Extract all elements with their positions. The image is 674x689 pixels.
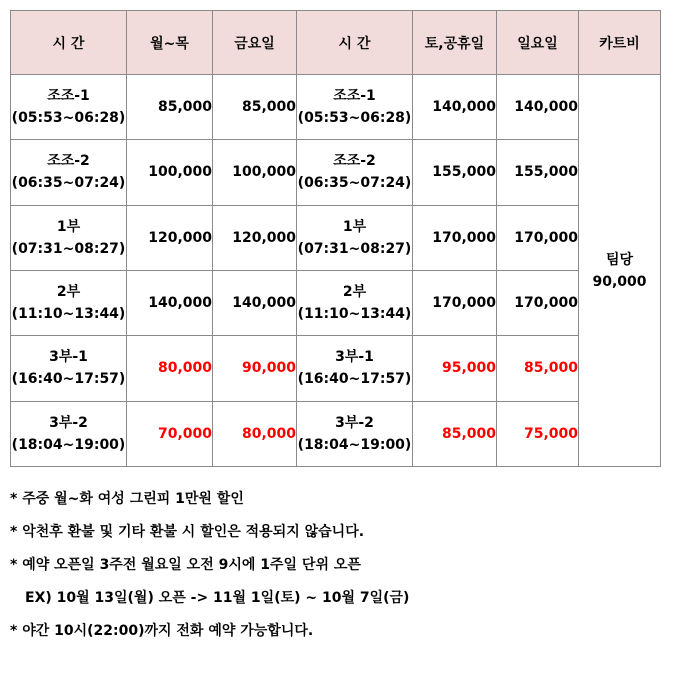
price-sun: 155,000 (497, 140, 579, 205)
time-name: 3부-2 (335, 414, 374, 431)
price-sun-discount: 75,000 (497, 401, 579, 466)
time-name: 1부 (342, 218, 367, 235)
price-mon-thu-discount: 80,000 (127, 336, 213, 401)
price-sun-discount: 85,000 (497, 336, 579, 401)
time-range: (05:53~06:28) (297, 110, 412, 127)
time-name: 2부 (56, 284, 81, 301)
time-range: (18:04~19:00) (297, 436, 412, 453)
note-refund-policy: * 악천후 환불 및 기타 환불 시 할인은 적용되지 않습니다. (10, 524, 365, 540)
table-row (11, 401, 661, 466)
time-cell (11, 401, 127, 466)
price-sat-holiday: 155,000 (413, 140, 497, 205)
time-range: (11:10~13:44) (297, 306, 412, 323)
time-name: 3부-1 (335, 349, 374, 366)
price-fri: 140,000 (213, 270, 297, 335)
time-name: 조조-1 (47, 88, 90, 105)
time-name: 3부-2 (49, 414, 88, 431)
price-sun: 170,000 (497, 205, 579, 270)
time-cell-weekend (297, 270, 413, 335)
time-range: (11:10~13:44) (11, 306, 126, 323)
time-name: 조조-1 (333, 88, 376, 105)
header-sun: 일요일 (497, 11, 579, 75)
note-phone-booking: * 야간 10시(22:00)까지 전화 예약 가능합니다. (10, 623, 314, 639)
time-range: (05:53~06:28) (11, 110, 126, 127)
price-sat-holiday-discount: 95,000 (413, 336, 497, 401)
price-fri: 85,000 (213, 75, 297, 140)
notes-section (10, 490, 665, 655)
time-name: 3부-1 (49, 349, 88, 366)
time-range: (16:40~17:57) (297, 371, 412, 388)
table-header-row (11, 11, 661, 75)
time-cell (11, 205, 127, 270)
time-cell-weekend (297, 75, 413, 140)
time-range: (07:31~08:27) (297, 240, 412, 257)
table-row (11, 336, 661, 401)
price-sat-holiday-discount: 85,000 (413, 401, 497, 466)
time-cell (11, 270, 127, 335)
time-cell-weekend (297, 401, 413, 466)
time-name: 조조-2 (333, 153, 376, 170)
table-row (11, 205, 661, 270)
price-sun: 140,000 (497, 75, 579, 140)
price-sat-holiday: 170,000 (413, 205, 497, 270)
time-range: (18:04~19:00) (11, 436, 126, 453)
time-cell-weekend (297, 140, 413, 205)
price-fri-discount: 90,000 (213, 336, 297, 401)
price-fri: 120,000 (213, 205, 297, 270)
price-fri-discount: 80,000 (213, 401, 297, 466)
time-cell (11, 336, 127, 401)
price-mon-thu-discount: 70,000 (127, 401, 213, 466)
time-range: (06:35~07:24) (11, 175, 126, 192)
price-mon-thu: 85,000 (127, 75, 213, 140)
cart-fee-cell (579, 75, 661, 467)
price-fri: 100,000 (213, 140, 297, 205)
table-row (11, 140, 661, 205)
cart-fee-label: 팀당 (605, 251, 634, 268)
cart-fee-value: 90,000 (592, 273, 647, 290)
time-cell (11, 75, 127, 140)
header-time: 시 간 (11, 11, 127, 75)
price-sat-holiday: 170,000 (413, 270, 497, 335)
time-cell (11, 140, 127, 205)
price-sun: 170,000 (497, 270, 579, 335)
table-row (11, 75, 661, 140)
header-fri: 금요일 (213, 11, 297, 75)
note-women-discount: * 주중 월~화 여성 그린피 1만원 할인 (10, 491, 244, 507)
time-cell-weekend (297, 336, 413, 401)
time-range: (16:40~17:57) (11, 371, 126, 388)
note-booking-open: * 예약 오픈일 3주전 월요일 오전 9시에 1주일 단위 오픈 (10, 557, 361, 573)
header-sat-holiday: 토,공휴일 (413, 11, 497, 75)
time-name: 2부 (342, 284, 367, 301)
price-mon-thu: 140,000 (127, 270, 213, 335)
table-row (11, 270, 661, 335)
time-cell-weekend (297, 205, 413, 270)
price-sat-holiday: 140,000 (413, 75, 497, 140)
time-range: (07:31~08:27) (11, 240, 126, 257)
time-name: 1부 (56, 218, 81, 235)
time-name: 조조-2 (47, 153, 90, 170)
time-range: (06:35~07:24) (297, 175, 412, 192)
green-fee-table (10, 10, 661, 467)
price-mon-thu: 120,000 (127, 205, 213, 270)
header-time-weekend: 시 간 (297, 11, 413, 75)
price-mon-thu: 100,000 (127, 140, 213, 205)
header-cart-fee: 카트비 (579, 11, 661, 75)
note-booking-example: EX) 10월 13일(월) 오픈 -> 11월 1일(토) ~ 10월 7일(금) (25, 590, 410, 606)
header-mon-thu: 월~목 (127, 11, 213, 75)
